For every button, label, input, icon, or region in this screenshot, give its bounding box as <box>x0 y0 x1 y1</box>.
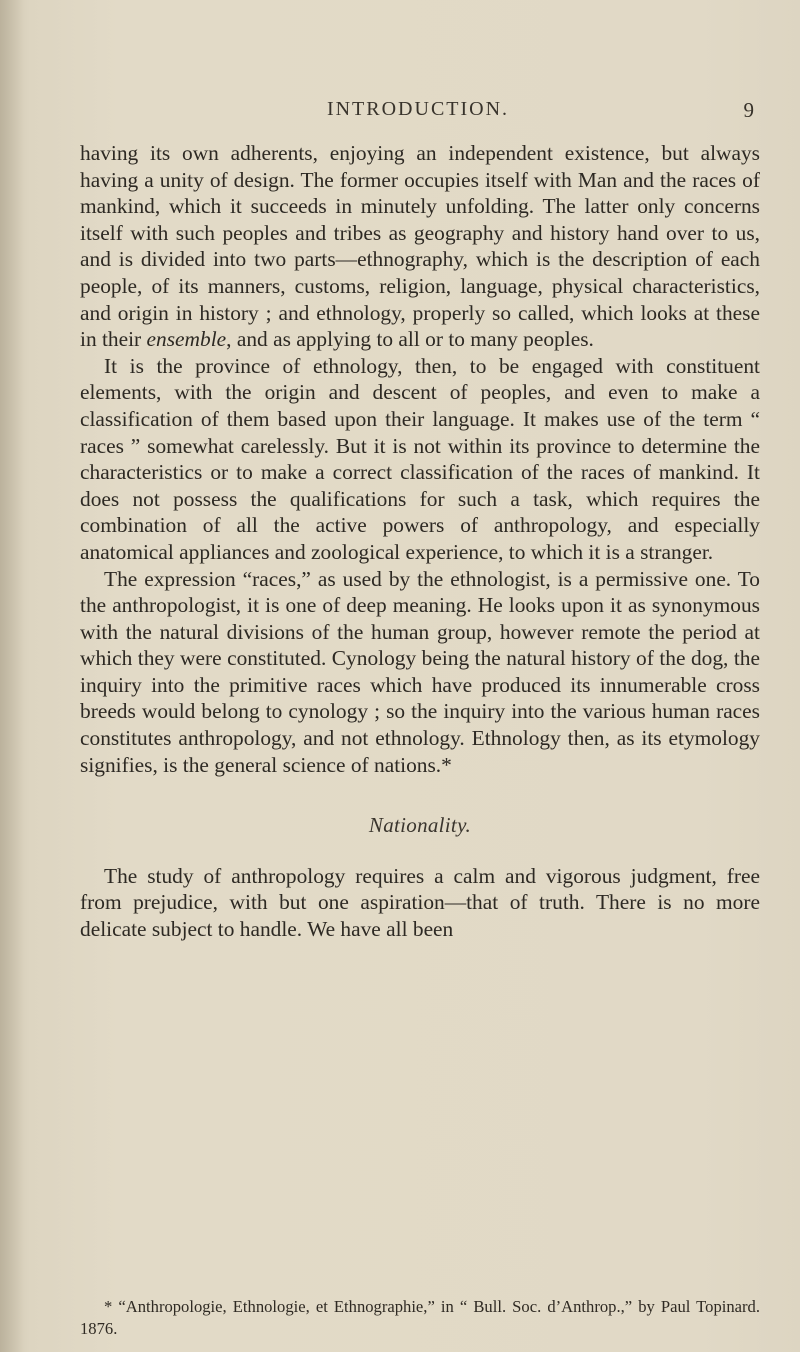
paragraph-1-text: having its own adherents, enjoying an independent existence, but always having a unity of design. The former occupies itself with Man and the races of mankind, which it succeeds in minutely unfolding. The latter only concerns itself with such peoples and tribes as geography and history hand over to us, and is divided into two parts—ethnography, which is the description of each people, of its manners, customs, religion, language, physical characteristics, and origin in history ; and ethnology, properly so called, which looks at these in their <box>80 141 760 352</box>
body-text <box>80 140 760 943</box>
footnote <box>80 1296 760 1340</box>
gutter-shadow <box>0 0 24 1352</box>
paragraph-1 <box>80 140 760 353</box>
page-header <box>78 98 758 128</box>
paragraph-2: It is the province of ethnology, then, to be engaged with constituent elements, with the origin and descent of peoples, and even to make a classification of them based upon their language. It makes use of the term “ races ” somewhat carelessly. But it is not within its province to determine the characteristics or to make a correct classification of the races of mankind. It does not possess the qualifications for such a task, which requires the combination of all the active powers of anthropology, and especially anatomical appliances and zoological experience, to which it is a stranger. <box>80 353 760 564</box>
section-heading: Nationality. <box>368 813 472 838</box>
running-head: INTRODUCTION. <box>326 98 510 120</box>
paragraph-4: The study of anthropology requires a calm and vigorous judgment, free from prejudice, with but one aspiration—that of truth. There is no more delicate subject to handle. We have all been <box>80 863 760 942</box>
paragraph-1-text-end: , and as applying to all or to many peoples. <box>226 327 594 352</box>
paragraph-3: The expression “races,” as used by the ethnologist, is a permissive one. To the anthropologist, it is one of deep meaning. He looks upon it as synonymous with the natural divisions of the human group, however remote the period at which they were constituted. Cynology being the natural history of the dog, the inquiry into the primitive races which have produced its innumerable cross breeds would belong to cynology ; so the inquiry into the various human races constitutes anthropology, and not ethnology. Ethnology then, as its etymology signifies, is the general science of nations.* <box>80 566 760 777</box>
paragraph-1-italic: ensemble <box>146 327 227 352</box>
page-number: 9 <box>743 98 754 122</box>
footnote-text: * “Anthropologie, Ethnologie, et Ethnographie,” in “ Bull. Soc. d’Anthrop.,” by Paul Topinard. 1876. <box>80 1297 760 1338</box>
